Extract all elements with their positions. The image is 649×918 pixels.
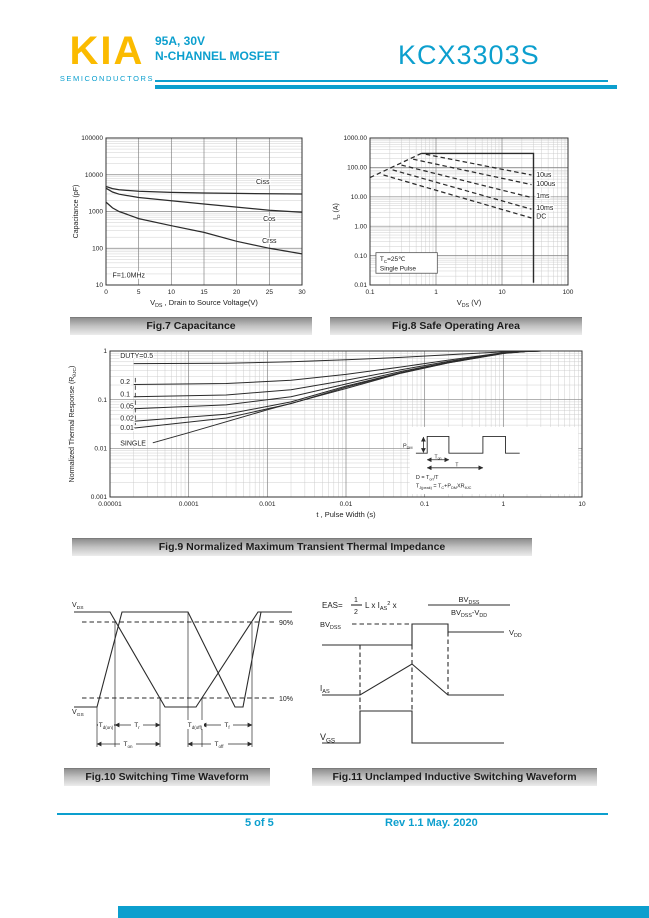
svg-text:VGS: $V_{GS}$: [320, 732, 336, 745]
device-type-line: N-CHANNEL MOSFET: [155, 49, 280, 63]
part-number: KCX3303S: [398, 40, 540, 70]
svg-text:5: 5: [136, 289, 141, 296]
svg-text:0.01: 0.01: [354, 282, 367, 290]
switching-waveform-diagram: [62, 592, 302, 764]
svg-text:L x IAS2 x: L x $I_{AS}^2$ x: [365, 600, 397, 613]
svg-text:1: 1: [501, 501, 506, 508]
svg-text:VDD: $V_{DD}$: [509, 628, 522, 640]
svg-text:D = Ton/T: $D = T_{on}/T$: [415, 474, 439, 482]
svg-text:15: 15: [200, 289, 208, 296]
svg-text:Td(on): $T_{d(on)}$: [98, 722, 114, 730]
svg-text:100: 100: [562, 289, 574, 296]
svg-text:Capacitance (pF): Capacitance (pF): [73, 184, 80, 239]
svg-text:VDS: $V_{DS}$: [72, 602, 84, 611]
svg-text:TC=25℃: $T_C=25℃$: [379, 256, 406, 265]
svg-text:1: 1: [434, 289, 438, 296]
svg-text:1000: 1000: [88, 208, 103, 216]
svg-text:0.01: 0.01: [120, 424, 134, 432]
svg-text:T: T: [455, 462, 459, 469]
svg-text:Single Pulse: Single Pulse: [379, 265, 417, 273]
svg-text:IAS: $I_{AS}$: [320, 684, 330, 696]
svg-text:BVDSS-VDD: $BV_{DSS}-V_{DD}$: [450, 608, 488, 620]
svg-text:0.05: 0.05: [120, 403, 134, 411]
svg-text:VDS (V): $V_{DS}$ (V): [456, 298, 482, 310]
series-labels: [120, 353, 153, 447]
grid: [106, 138, 302, 285]
svg-text:0.10: 0.10: [354, 252, 367, 260]
svg-text:0.1: 0.1: [97, 396, 107, 404]
svg-text:0: 0: [104, 289, 108, 296]
soa-chart: [330, 130, 582, 317]
svg-text:25: 25: [265, 289, 273, 296]
svg-text:Ton: $T_{on}$: [434, 454, 442, 461]
svg-text:10: 10: [498, 289, 506, 296]
svg-text:DUTY=0.5: DUTY=0.5: [120, 352, 154, 360]
svg-text:0.01: 0.01: [339, 501, 353, 508]
series-1ms: [402, 165, 532, 197]
figure11-caption: Fig.11 Unclamped Inductive Switching Waveform: [312, 768, 597, 786]
svg-text:10ms: 10ms: [536, 204, 554, 212]
thermal-impedance-chart: [66, 345, 590, 527]
svg-text:0.02: 0.02: [120, 415, 134, 423]
figure-thermal-impedance: [66, 345, 590, 556]
svg-text:100: 100: [92, 245, 103, 253]
svg-text:1000.00: 1000.00: [343, 135, 367, 143]
svg-text:1ms: 1ms: [536, 193, 550, 201]
footer-accent-bar: [118, 906, 649, 918]
svg-text:100us: 100us: [536, 181, 556, 189]
svg-text:0.1: 0.1: [120, 391, 130, 399]
capacitance-chart: [70, 130, 312, 317]
svg-text:10000: 10000: [84, 171, 103, 179]
svg-text:0.00001: 0.00001: [98, 501, 122, 508]
svg-text:Tr: $T_r$: [134, 722, 140, 730]
svg-text:1: 1: [354, 597, 358, 604]
footer-rule: [57, 813, 608, 815]
svg-text:Td(off): $T_{d(off)}$: [187, 722, 203, 730]
svg-text:BVDSS: $BV_{DSS}$: [320, 620, 341, 632]
svg-text:1.00: 1.00: [354, 223, 367, 231]
svg-text:VGS: $V_{GS}$: [72, 709, 84, 718]
svg-text:10: 10: [167, 289, 175, 296]
svg-text:SINGLE: SINGLE: [120, 440, 146, 448]
svg-text:0.01: 0.01: [94, 445, 107, 453]
figure-capacitance: [70, 130, 312, 335]
waveform-labels: [320, 595, 522, 745]
figure-soa: [330, 130, 582, 335]
overlay: [376, 253, 437, 274]
svg-text:0.001: 0.001: [90, 494, 107, 502]
svg-text:VDS , Drain to Source Voltage(: $V_{DS}$ , Drain to Source Voltage(V): [150, 298, 258, 310]
waveform-lines: [322, 605, 510, 743]
svg-text:2: 2: [354, 609, 358, 616]
brand-logo: [57, 30, 157, 83]
svg-text:10us: 10us: [536, 171, 552, 179]
figure7-caption: Fig.7 Capacitance: [70, 317, 312, 335]
svg-text:Ciss: Ciss: [255, 179, 270, 187]
header-rule-thin: [155, 80, 608, 82]
svg-text:Ton: $T_{on}$: [123, 741, 133, 749]
svg-text:Cos: Cos: [263, 215, 276, 223]
figure8-caption: Fig.8 Safe Operating Area: [330, 317, 582, 335]
svg-text:TJ(peak) = TC+PDMXRθJC: $T_{J(peak)} = T_C+P_{DM}XR_{\theta JC}$: [415, 483, 472, 491]
svg-text:0.1: 0.1: [365, 289, 375, 296]
svg-text:t , Pulse Width (s): t , Pulse Width (s): [316, 510, 376, 519]
svg-text:PDM: $P_{DM}$: [402, 443, 413, 450]
svg-text:100000: 100000: [81, 135, 103, 143]
svg-text:EAS=: EAS=: [322, 601, 343, 610]
svg-text:30: 30: [298, 289, 306, 296]
svg-text:0.2: 0.2: [120, 378, 130, 386]
overlay: [403, 427, 578, 494]
svg-text:DC: DC: [536, 213, 547, 221]
figure9-caption: Fig.9 Normalized Maximum Transient Thermal Impedance: [72, 538, 532, 556]
svg-text:20: 20: [233, 289, 241, 296]
device-ratings: [155, 34, 279, 64]
brand-logo-subtext: SEMICONDUCTORS: [59, 74, 155, 83]
svg-text:90%: 90%: [279, 620, 294, 627]
svg-text:F=1.0MHz: F=1.0MHz: [112, 272, 146, 280]
svg-text:Tf: $T_f$: [224, 722, 230, 730]
figure10-caption: Fig.10 Switching Time Waveform: [64, 768, 270, 786]
header-rule-thick: [155, 85, 617, 89]
svg-text:10: 10: [95, 282, 103, 290]
svg-text:100.00: 100.00: [347, 164, 367, 172]
svg-text:Crss: Crss: [262, 237, 277, 245]
brand-logo-text: KIA: [69, 29, 145, 73]
svg-text:10%: 10%: [279, 696, 294, 703]
series-current-limit: [421, 153, 533, 282]
svg-text:10: 10: [578, 501, 586, 508]
device-rating-line: 95A, 30V: [155, 34, 206, 48]
svg-text:ID (A): $I_D$ (A): [333, 203, 342, 220]
figure-switching-waveform: [62, 592, 302, 786]
figure-uis-waveform: [312, 588, 597, 786]
svg-text:0.0001: 0.0001: [178, 501, 199, 508]
svg-text:Toff: $T_{off}$: [214, 741, 224, 749]
svg-text:1: 1: [103, 348, 107, 356]
svg-text:BVDSS: $BV_{DSS}$: [458, 595, 480, 607]
page-indicator: 5 of 5: [245, 817, 274, 829]
svg-text:0.1: 0.1: [420, 501, 430, 508]
svg-text:10.00: 10.00: [350, 194, 367, 201]
revision-label: Rev 1.1 May. 2020: [385, 817, 478, 829]
uis-waveform-diagram: [312, 588, 597, 764]
svg-text:Normalized Thermal Response (R: Normalized Thermal Response $(R_{\theta JC})$: [69, 365, 78, 483]
svg-text:0.001: 0.001: [259, 501, 276, 508]
